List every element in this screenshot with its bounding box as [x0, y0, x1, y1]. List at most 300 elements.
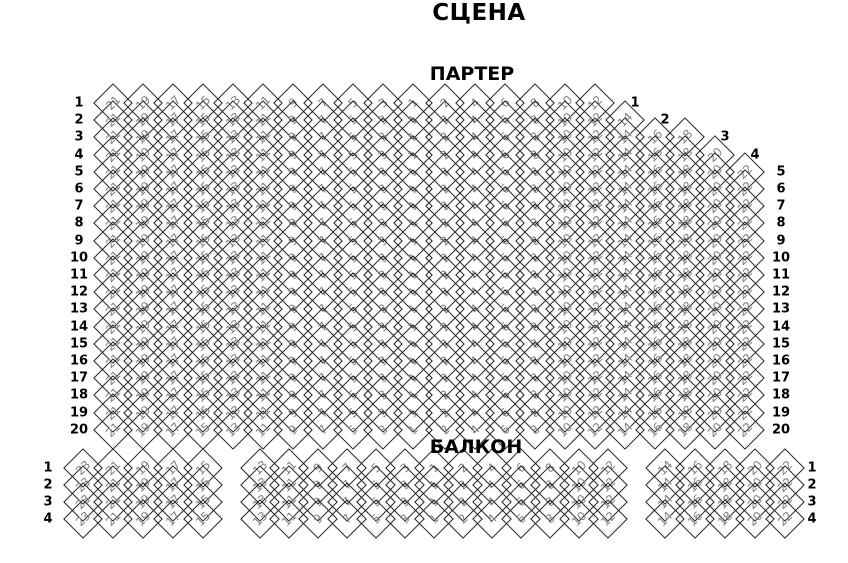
seat-number: 11 — [253, 127, 273, 148]
seat-number: 1 — [426, 494, 442, 510]
seat-number: 1 — [405, 129, 421, 145]
seat-number: 12 — [598, 492, 618, 512]
seat-number: 6 — [497, 336, 513, 352]
seat-number: 10 — [555, 351, 575, 371]
seat-number: 9 — [285, 353, 301, 369]
seat-number: 16 — [645, 299, 665, 320]
seat-number: 10 — [555, 385, 575, 406]
parterre-row-label-left: 19 — [69, 405, 89, 421]
seat-number: 3 — [375, 319, 391, 335]
seat-number: 5 — [345, 95, 361, 111]
seat-number: 12 — [585, 230, 605, 251]
seat-number: 6 — [497, 112, 513, 128]
seat-number: 11 — [253, 419, 273, 440]
seat-number: 21 — [103, 179, 123, 199]
seat-number: 12 — [585, 93, 605, 113]
seat-number: 2 — [437, 405, 453, 421]
seat-number: 15 — [193, 196, 213, 217]
seat-number: 12 — [598, 458, 618, 478]
seat-number: 13 — [250, 492, 270, 512]
seat-number: 12 — [585, 333, 605, 354]
seat-number: 20 — [705, 351, 725, 371]
seat-number: 19 — [133, 509, 153, 529]
seat-number: 13 — [223, 127, 243, 148]
seat-number: 11 — [253, 351, 273, 371]
seat-number: 19 — [133, 144, 153, 165]
seat-number: 1 — [405, 301, 421, 317]
seat-number: 3 — [375, 284, 391, 300]
balcony-row-label-right: 3 — [807, 494, 817, 510]
seat-number: 1 — [405, 353, 421, 369]
seat-number: 8 — [527, 422, 543, 438]
seat-number: 10 — [569, 509, 589, 529]
seat-number: 19 — [133, 351, 153, 371]
seat-number: 21 — [103, 282, 123, 303]
seat-number: 14 — [615, 127, 635, 148]
seat-number: 8 — [527, 215, 543, 231]
seat-number: 11 — [253, 230, 273, 251]
seat-number: 16 — [645, 419, 665, 440]
seat-number: 2 — [437, 319, 453, 335]
seat-number: 9 — [285, 198, 301, 214]
seat-number: 2 — [437, 215, 453, 231]
seat-number: 19 — [133, 213, 153, 234]
parterre-row-label-right: 5 — [776, 164, 786, 180]
seat-number: 14 — [615, 230, 635, 251]
seat-number: 14 — [615, 161, 635, 182]
seat-number: 20 — [705, 247, 725, 268]
seat-number: 14 — [615, 385, 635, 406]
seat-number: 5 — [345, 198, 361, 214]
seat-number: 21 — [103, 316, 123, 337]
seat-number: 14 — [615, 179, 635, 199]
seat-number: 8 — [527, 233, 543, 249]
seat-number: 13 — [223, 110, 243, 131]
seat-number: 3 — [375, 164, 391, 180]
seat-number: 5 — [345, 233, 361, 249]
seat-number: 2 — [455, 477, 471, 493]
seat-number: 22 — [775, 475, 795, 495]
seat-number: 6 — [497, 319, 513, 335]
seat-number: 21 — [103, 196, 123, 217]
seat-number: 12 — [585, 282, 605, 303]
seat-number: 7 — [315, 267, 331, 283]
seat-number: 17 — [163, 475, 183, 495]
seat-number: 10 — [555, 316, 575, 337]
seat-number: 21 — [103, 475, 123, 495]
seat-number: 17 — [163, 93, 183, 113]
parterre-row-label-left: 7 — [74, 198, 84, 214]
seat-number: 13 — [223, 282, 243, 303]
balcony-row-label-left: 2 — [43, 477, 53, 493]
seat-number: 22 — [735, 230, 755, 251]
seat-number: 10 — [555, 299, 575, 320]
seat-number: 17 — [163, 110, 183, 131]
balcony-row-label-left: 3 — [43, 494, 53, 510]
seat-number: 4 — [484, 477, 500, 493]
seat-number: 4 — [484, 511, 500, 527]
seat-number: 10 — [555, 402, 575, 423]
seat-number: 23 — [73, 509, 93, 529]
seat-number: 11 — [253, 299, 273, 320]
parterre-row-label-right: 2 — [660, 112, 670, 128]
seat-number: 12 — [598, 509, 618, 529]
seat-number: 11 — [253, 110, 273, 131]
seat-number: 4 — [467, 112, 483, 128]
seat-number: 21 — [103, 230, 123, 251]
seat-number: 8 — [527, 336, 543, 352]
seat-number: 20 — [705, 144, 725, 165]
seat-number: 3 — [375, 370, 391, 386]
seat-number: 20 — [745, 509, 765, 529]
parterre-row-label-left: 11 — [69, 267, 89, 283]
parterre-row-label-right: 12 — [771, 284, 791, 300]
seat-number: 22 — [735, 247, 755, 268]
seat-number: 11 — [253, 402, 273, 423]
seat-number: 1 — [405, 233, 421, 249]
seat-number: 13 — [223, 213, 243, 234]
seat-number: 1 — [405, 147, 421, 163]
seat-number: 17 — [163, 458, 183, 478]
seat-number: 18 — [675, 333, 695, 354]
seat-number: 1 — [426, 511, 442, 527]
seat-number: 13 — [223, 265, 243, 285]
seat-number: 13 — [250, 509, 270, 529]
seat-number: 4 — [467, 95, 483, 111]
parterre-row-label-left: 8 — [74, 215, 84, 231]
seat-number: 11 — [279, 475, 299, 495]
seat-number: 6 — [497, 129, 513, 145]
seat-number: 4 — [467, 353, 483, 369]
seat-number: 21 — [103, 333, 123, 354]
seat-number: 11 — [279, 509, 299, 529]
seat-number: 1 — [405, 215, 421, 231]
parterre-row-label-left: 16 — [69, 353, 89, 369]
seat-number: 20 — [705, 333, 725, 354]
seat-number: 6 — [497, 405, 513, 421]
seat-number: 14 — [615, 265, 635, 285]
seat-number: 3 — [375, 95, 391, 111]
seat-number: 13 — [223, 419, 243, 440]
seat-number: 10 — [555, 368, 575, 389]
seat-number: 20 — [705, 402, 725, 423]
seat-number: 4 — [467, 267, 483, 283]
seat-number: 17 — [163, 196, 183, 217]
seat-number: 1 — [426, 477, 442, 493]
seat-number: 13 — [223, 179, 243, 199]
seat-number: 2 — [437, 147, 453, 163]
seat-number: 15 — [193, 333, 213, 354]
seat-number: 11 — [253, 265, 273, 285]
seat-number: 9 — [285, 370, 301, 386]
seat-number: 16 — [645, 213, 665, 234]
seat-number: 7 — [315, 336, 331, 352]
seat-number: 20 — [705, 179, 725, 199]
seat-number: 15 — [193, 127, 213, 148]
seat-number: 8 — [527, 405, 543, 421]
seat-number: 18 — [675, 368, 695, 389]
seat-number: 5 — [368, 477, 384, 493]
seat-number: 2 — [455, 494, 471, 510]
parterre-row-label-right: 16 — [771, 353, 791, 369]
seat-number: 17 — [163, 368, 183, 389]
seat-number: 1 — [405, 370, 421, 386]
seat-number: 4 — [467, 181, 483, 197]
seat-number: 7 — [339, 494, 355, 510]
seat-number: 5 — [345, 336, 361, 352]
seat-number: 4 — [467, 215, 483, 231]
seat-number: 13 — [223, 299, 243, 320]
seat-number: 4 — [467, 336, 483, 352]
seat-number: 10 — [555, 230, 575, 251]
seat-number: 19 — [133, 333, 153, 354]
seat-number: 9 — [285, 267, 301, 283]
seat-number: 15 — [193, 402, 213, 423]
seat-number: 21 — [103, 509, 123, 529]
balcony-row-label-right: 1 — [807, 460, 817, 476]
parterre-row-label-left: 2 — [74, 112, 84, 128]
parterre-row-label-right: 1 — [630, 95, 640, 111]
seat-number: 9 — [285, 181, 301, 197]
seat-number: 3 — [375, 233, 391, 249]
seat-number: 22 — [735, 316, 755, 337]
seat-number: 14 — [615, 333, 635, 354]
seat-number: 5 — [345, 181, 361, 197]
seat-number: 20 — [745, 458, 765, 478]
seat-number: 4 — [467, 250, 483, 266]
seat-number: 9 — [285, 215, 301, 231]
seat-number: 22 — [735, 333, 755, 354]
seat-number: 15 — [193, 110, 213, 131]
seat-number: 10 — [555, 127, 575, 148]
seat-number: 9 — [285, 164, 301, 180]
seat-number: 4 — [484, 494, 500, 510]
seat-number: 9 — [285, 250, 301, 266]
seat-number: 16 — [685, 475, 705, 495]
balcony-section-title: БАЛКОН — [429, 436, 523, 458]
seat-number: 20 — [705, 316, 725, 337]
seat-number: 6 — [513, 477, 529, 493]
seat-number: 13 — [223, 316, 243, 337]
seat-number: 16 — [645, 282, 665, 303]
seat-number: 7 — [315, 387, 331, 403]
seat-number: 5 — [345, 215, 361, 231]
seat-number: 1 — [405, 250, 421, 266]
seat-number: 15 — [193, 385, 213, 406]
seat-number: 11 — [253, 368, 273, 389]
seat-number: 14 — [615, 419, 635, 440]
seat-number: 17 — [163, 402, 183, 423]
seat-number: 8 — [527, 112, 543, 128]
parterre-row-label-right: 7 — [776, 198, 786, 214]
seat-number: 1 — [405, 198, 421, 214]
seat-number: 7 — [339, 460, 355, 476]
seat-number: 2 — [437, 250, 453, 266]
seat-number: 12 — [585, 127, 605, 148]
seat-number: 18 — [715, 458, 735, 478]
seat-number: 11 — [279, 458, 299, 478]
seat-number: 10 — [569, 492, 589, 512]
seat-number: 3 — [375, 129, 391, 145]
seat-number: 11 — [253, 333, 273, 354]
seat-number: 15 — [193, 247, 213, 268]
seat-number: 8 — [527, 301, 543, 317]
seat-number: 16 — [645, 230, 665, 251]
seat-number: 14 — [655, 509, 675, 529]
seat-number: 20 — [705, 282, 725, 303]
seat-number: 10 — [555, 282, 575, 303]
seat-number: 21 — [103, 402, 123, 423]
seat-number: 12 — [585, 368, 605, 389]
seat-number: 9 — [285, 336, 301, 352]
seat-number: 16 — [645, 179, 665, 199]
seat-number: 7 — [315, 95, 331, 111]
seat-number: 16 — [645, 196, 665, 217]
seat-number: 17 — [163, 299, 183, 320]
seat-number: 16 — [645, 385, 665, 406]
seat-number: 3 — [375, 422, 391, 438]
seat-number: 14 — [615, 402, 635, 423]
seat-number: 6 — [497, 353, 513, 369]
seat-number: 6 — [513, 511, 529, 527]
seat-number: 6 — [497, 250, 513, 266]
seat-number: 12 — [598, 475, 618, 495]
parterre-row-label-left: 20 — [69, 422, 89, 438]
seat-number: 18 — [715, 475, 735, 495]
seat-number: 15 — [193, 316, 213, 337]
seat-number: 7 — [315, 405, 331, 421]
parterre-row-label-left: 10 — [69, 250, 89, 266]
seat-number: 3 — [375, 353, 391, 369]
seat-number: 22 — [735, 282, 755, 303]
seat-number: 18 — [715, 492, 735, 512]
seat-number: 18 — [675, 402, 695, 423]
seat-number: 11 — [253, 93, 273, 113]
seat-number: 17 — [163, 144, 183, 165]
seat-number: 7 — [315, 233, 331, 249]
balcony-row-label-right: 4 — [807, 511, 817, 527]
seat-number: 8 — [527, 198, 543, 214]
seat-number: 19 — [133, 282, 153, 303]
seat-number: 8 — [527, 250, 543, 266]
seat-number: 8 — [527, 181, 543, 197]
seat-number: 15 — [193, 368, 213, 389]
seat-number: 2 — [455, 511, 471, 527]
balcony-row-label-right: 2 — [807, 477, 817, 493]
seat-number: 6 — [497, 233, 513, 249]
seat-number: 15 — [193, 144, 213, 165]
seat-number: 9 — [285, 301, 301, 317]
seat-number: 23 — [73, 475, 93, 495]
seat-number: 4 — [467, 164, 483, 180]
seat-number: 5 — [345, 319, 361, 335]
seat-number: 17 — [163, 127, 183, 148]
seat-number: 3 — [397, 511, 413, 527]
seat-number: 16 — [645, 351, 665, 371]
seat-number: 9 — [310, 460, 326, 476]
seat-number: 4 — [467, 405, 483, 421]
seat-number: 13 — [223, 385, 243, 406]
seat-number: 21 — [103, 161, 123, 182]
seat-number: 7 — [315, 284, 331, 300]
seat-number: 21 — [103, 458, 123, 478]
seat-number: 1 — [405, 405, 421, 421]
seat-number: 4 — [467, 233, 483, 249]
seat-number: 13 — [223, 196, 243, 217]
seat-number: 7 — [315, 250, 331, 266]
seat-number: 2 — [437, 181, 453, 197]
seat-number: 3 — [375, 198, 391, 214]
parterre-row-label-left: 5 — [74, 164, 84, 180]
seat-number: 12 — [585, 351, 605, 371]
seat-number: 5 — [345, 164, 361, 180]
seat-number: 13 — [250, 458, 270, 478]
seat-number: 5 — [368, 460, 384, 476]
seat-number: 2 — [437, 353, 453, 369]
seat-number: 14 — [615, 144, 635, 165]
seat-number: 11 — [253, 385, 273, 406]
seat-number: 17 — [163, 333, 183, 354]
seat-number: 3 — [375, 147, 391, 163]
seat-number: 13 — [223, 351, 243, 371]
seat-number: 10 — [569, 475, 589, 495]
seat-number: 4 — [467, 319, 483, 335]
seat-number: 14 — [655, 458, 675, 478]
seat-number: 10 — [555, 93, 575, 113]
seat-number: 3 — [375, 181, 391, 197]
seat-number: 7 — [315, 129, 331, 145]
seat-number: 11 — [253, 179, 273, 199]
seat-number: 8 — [527, 95, 543, 111]
seat-number: 2 — [437, 112, 453, 128]
seat-number: 18 — [675, 351, 695, 371]
seat-number: 1 — [405, 387, 421, 403]
seat-number: 12 — [585, 299, 605, 320]
seat-number: 10 — [555, 419, 575, 440]
seat-number: 6 — [497, 164, 513, 180]
seat-number: 18 — [675, 247, 695, 268]
seat-number: 22 — [735, 368, 755, 389]
seat-number: 13 — [223, 230, 243, 251]
seat-number: 18 — [675, 179, 695, 199]
seat-number: 1 — [405, 284, 421, 300]
seat-number: 9 — [310, 494, 326, 510]
seat-number: 4 — [467, 147, 483, 163]
seat-number: 5 — [345, 422, 361, 438]
seat-number: 12 — [585, 419, 605, 440]
seat-number: 15 — [193, 458, 213, 478]
seat-number: 3 — [397, 460, 413, 476]
seat-number: 16 — [645, 368, 665, 389]
seat-number: 19 — [133, 161, 153, 182]
seat-number: 4 — [467, 370, 483, 386]
seat-number: 20 — [745, 475, 765, 495]
seat-number: 13 — [223, 333, 243, 354]
seat-number: 22 — [735, 265, 755, 285]
seat-number: 17 — [163, 179, 183, 199]
seat-number: 21 — [103, 385, 123, 406]
seat-number: 2 — [437, 233, 453, 249]
seat-number: 8 — [527, 164, 543, 180]
seat-number: 2 — [437, 164, 453, 180]
seat-number: 1 — [405, 319, 421, 335]
seat-number: 10 — [555, 333, 575, 354]
seat-number: 21 — [103, 127, 123, 148]
seat-number: 20 — [705, 265, 725, 285]
seat-number: 20 — [705, 230, 725, 251]
seat-number: 5 — [345, 112, 361, 128]
seat-number: 18 — [675, 196, 695, 217]
